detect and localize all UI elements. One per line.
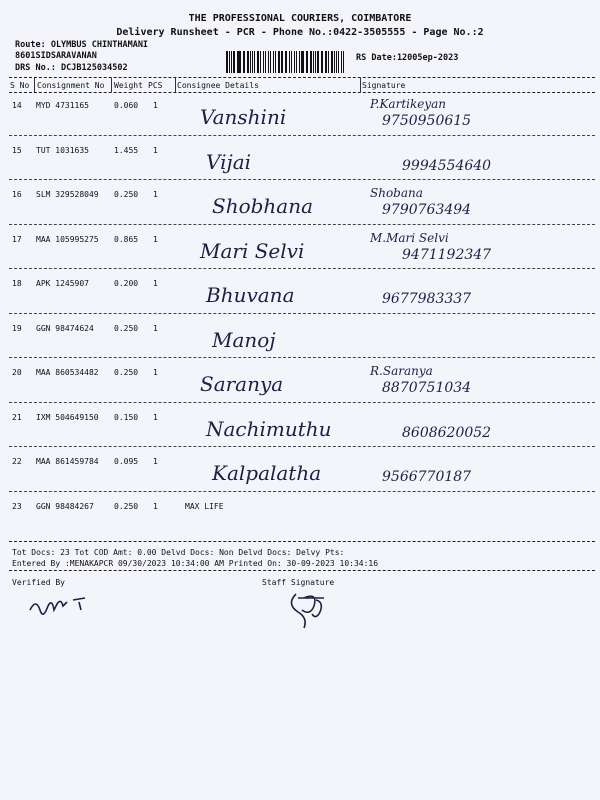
footer-rule: [9, 541, 595, 542]
signature-handwritten: Shobana: [370, 186, 423, 200]
barcode-bar: [321, 51, 322, 73]
barcode-bar: [313, 51, 314, 73]
col-pcs: PCS: [148, 81, 163, 90]
row-pcs: 1: [153, 412, 158, 422]
row-pcs: 1: [153, 323, 158, 333]
barcode-bar: [237, 51, 238, 73]
row-pcs: 1: [153, 501, 158, 511]
phone-handwritten: 9994554640: [402, 157, 492, 174]
row-sno: 14: [12, 101, 22, 110]
signature-handwritten: P.Kartikeyan: [370, 97, 447, 111]
row-consignment: MYD 4731165: [36, 101, 89, 110]
row-weight: 0.250: [114, 368, 139, 377]
barcode-bar: [285, 51, 286, 73]
barcode-bar: [226, 51, 228, 73]
barcode: [226, 51, 346, 73]
barcode-bar: [263, 51, 265, 73]
row-sno: 21: [12, 412, 22, 422]
consignee-handwritten-name: Bhuvana: [206, 283, 295, 307]
barcode-bar: [331, 51, 333, 73]
row-consignment: GGN 98474624: [36, 323, 94, 333]
phone-handwritten: 8608620052: [402, 424, 492, 441]
barcode-bar: [268, 51, 269, 73]
barcode-bar: [317, 51, 319, 73]
staff-signature-label: Staff Signature: [262, 578, 335, 587]
row-separator: [9, 446, 595, 447]
phone-handwritten: 9750950615: [382, 113, 472, 129]
col-signature: Signature: [362, 81, 406, 90]
row-pcs: 1: [153, 101, 158, 110]
consignee-handwritten-name: Vanshini: [200, 105, 287, 129]
barcode-bar: [289, 51, 290, 73]
barcode-bar: [252, 51, 253, 73]
row-separator: [9, 135, 595, 136]
row-weight: 0.250: [114, 501, 139, 511]
phone-handwritten: 9471192347: [402, 246, 492, 263]
barcode-bar: [229, 51, 230, 73]
verified-by-label: Verified By: [12, 578, 65, 587]
row-sno: 20: [12, 368, 22, 377]
barcode-bar: [325, 51, 327, 73]
row-separator: [9, 268, 595, 269]
barcode-bar: [238, 51, 240, 73]
barcode-bar: [322, 51, 323, 73]
rs-date: RS Date:12005ep-2023: [356, 53, 459, 63]
barcode-bar: [328, 51, 329, 73]
row-separator: [9, 224, 595, 225]
barcode-bar: [291, 51, 293, 73]
barcode-bar: [247, 51, 249, 73]
barcode-bar: [310, 51, 312, 73]
barcode-bar: [275, 51, 276, 73]
barcode-bar: [278, 51, 280, 73]
totals-line: Tot Docs: 23 Tot COD Amt: 0.00 Delvd Docs: Non Delvd Docs: Delvy Pts:: [12, 548, 345, 557]
row-sno: 18: [12, 279, 22, 288]
barcode-bar: [301, 51, 303, 73]
row-separator: [9, 402, 595, 403]
barcode-bar: [299, 51, 301, 73]
row-pcs: 1: [153, 190, 158, 199]
phone-handwritten: 9790763494: [382, 202, 472, 218]
consignee-handwritten-name: Manoj: [212, 327, 276, 352]
row-consignment: TUT 1031635: [36, 145, 89, 155]
row-separator: [9, 357, 595, 358]
phone-handwritten: 9566770187: [382, 469, 472, 485]
row-weight: 0.060: [114, 101, 139, 110]
barcode-bar: [260, 51, 261, 73]
row-pcs: 1: [153, 279, 158, 288]
barcode-bar: [243, 51, 244, 73]
row-pcs: 1: [153, 368, 158, 377]
barcode-bar: [296, 51, 297, 73]
verifier-signature: [22, 590, 102, 626]
col-divider: [34, 78, 35, 92]
row-sno: 22: [12, 457, 22, 466]
row-details: MAX LIFE: [185, 501, 224, 511]
barcode-bar: [273, 51, 274, 73]
row-weight: 0.095: [114, 457, 139, 466]
row-pcs: 1: [153, 234, 158, 244]
barcode-bar: [307, 51, 308, 73]
col-consignment: Consignment No: [37, 81, 105, 90]
barcode-bar: [265, 51, 266, 73]
row-consignment: MAA 860534482: [36, 368, 99, 377]
company-name: THE PROFESSIONAL COURIERS, COIMBATORE: [188, 13, 412, 24]
barcode-bar: [244, 51, 245, 73]
row-sno: 19: [12, 323, 22, 333]
consignee-handwritten-name: Mari Selvi: [200, 238, 305, 263]
barcode-bar: [270, 51, 272, 73]
row-consignment: APK 1245907: [36, 279, 89, 288]
barcode-bar: [343, 51, 344, 73]
row-weight: 0.200: [114, 279, 139, 288]
row-sno: 16: [12, 190, 22, 199]
barcode-bar: [257, 51, 259, 73]
row-separator: [9, 491, 595, 492]
col-divider: [175, 78, 176, 92]
barcode-bar: [281, 51, 283, 73]
consignee-handwritten-name: Vijai: [206, 149, 252, 174]
header-bottom-rule: [9, 92, 595, 93]
barcode-bar: [306, 51, 307, 73]
drs-number: DRS No.: DCJB125034502: [15, 63, 128, 73]
col-consignee: Consignee Details: [177, 81, 259, 90]
row-consignment: GGN 98484267: [36, 501, 94, 511]
consignee-handwritten-name: Kalpalatha: [212, 461, 322, 485]
barcode-bar: [250, 51, 251, 73]
runsheet-title: Delivery Runsheet - PCR - Phone No.:0422-3505555 - Page No.:2: [116, 27, 484, 38]
barcode-bar: [338, 51, 339, 73]
col-weight: Weight: [114, 81, 143, 90]
barcode-bar: [231, 51, 232, 73]
row-pcs: 1: [153, 145, 158, 155]
row-consignment: MAA 105995275: [36, 234, 99, 244]
row-pcs: 1: [153, 457, 158, 466]
barcode-bar: [315, 51, 316, 73]
barcode-bar: [286, 51, 287, 73]
row-consignment: IXM 504649150: [36, 412, 99, 422]
row-sno: 17: [12, 234, 22, 244]
barcode-bar: [294, 51, 295, 73]
phone-handwritten: 8870751034: [382, 380, 472, 396]
col-divider: [111, 78, 112, 92]
col-divider: [360, 78, 361, 92]
staff-signature: [282, 588, 342, 632]
barcode-bar: [336, 51, 337, 73]
footer-bottom-rule: [9, 570, 595, 571]
row-weight: 1.455: [114, 145, 139, 155]
signature-handwritten: R.Saranya: [370, 364, 433, 378]
row-weight: 0.250: [114, 323, 139, 333]
route-label: Route: OLYMBUS CHINTHAMANI: [15, 40, 149, 50]
row-sno: 15: [12, 145, 22, 155]
barcode-bar: [233, 51, 235, 73]
barcode-bar: [341, 51, 343, 73]
signature-handwritten: M.Mari Selvi: [370, 230, 449, 245]
col-sno: S No: [10, 81, 30, 90]
row-separator: [9, 179, 595, 180]
header-top-rule: [9, 77, 595, 78]
row-separator: [9, 313, 595, 314]
row-weight: 0.865: [114, 234, 139, 244]
row-weight: 0.250: [114, 190, 139, 199]
consignee-handwritten-name: Shobhana: [212, 194, 314, 218]
consignee-handwritten-name: Nachimuthu: [206, 416, 332, 441]
consignee-handwritten-name: Saranya: [200, 372, 284, 396]
row-weight: 0.150: [114, 412, 139, 422]
barcode-bar: [254, 51, 255, 73]
barcode-bar: [334, 51, 335, 73]
phone-handwritten: 9677983337: [382, 291, 472, 307]
row-consignment: SLM 329528049: [36, 190, 99, 199]
row-consignment: MAA 861459784: [36, 457, 99, 466]
staff-name: 8601SIDSARAVANAN: [15, 51, 97, 61]
entered-by-line: Entered By :MENAKAPCR 09/30/2023 10:34:00 AM Printed On: 30-09-2023 10:34:16: [12, 559, 379, 568]
row-sno: 23: [12, 501, 22, 511]
